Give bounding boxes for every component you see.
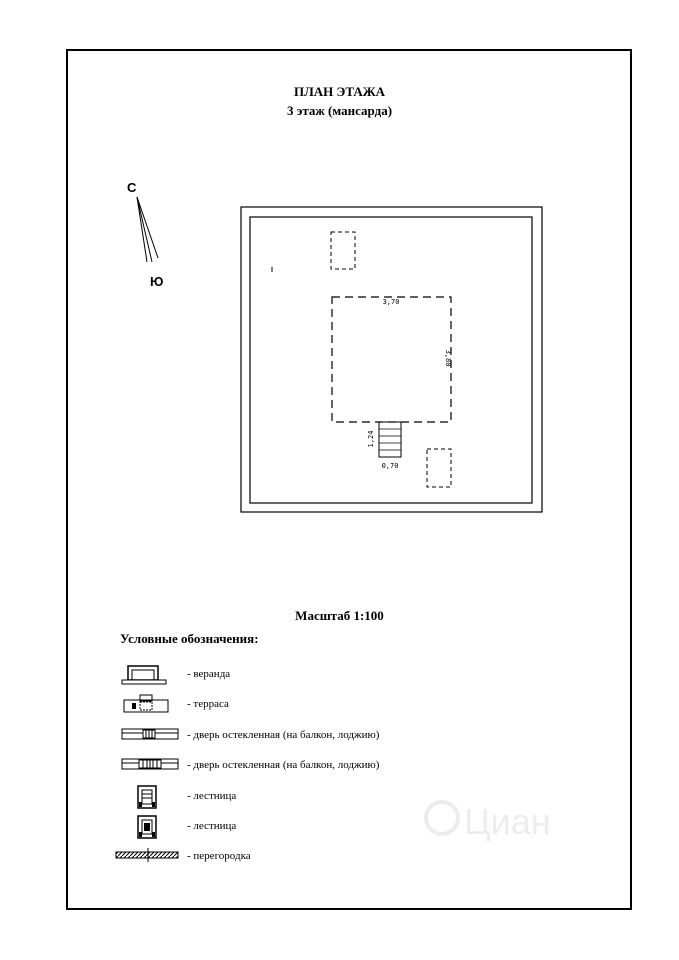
legend-item-glazed-door: [110, 753, 510, 779]
scale-label: Масштаб 1:100: [295, 608, 384, 623]
dim-stair-width: 0,70: [381, 462, 399, 470]
stair-icon: [110, 814, 182, 840]
legend-label: - веранда: [187, 668, 231, 680]
compass-north-label: С: [127, 180, 137, 195]
legend-label: - лестница: [187, 790, 237, 802]
terrace-icon: [110, 692, 182, 718]
dim-stair-length: 1,24: [367, 430, 375, 448]
glazed-door-icon: [110, 723, 182, 749]
legend-label: - лестница: [187, 820, 237, 832]
legend-item-glazed-door: [110, 723, 510, 749]
glazed-door-icon: [110, 753, 182, 779]
page-subtitle: 3 этаж (мансарда): [286, 103, 393, 118]
partition-icon: [110, 844, 182, 870]
legend-item-veranda: [110, 662, 510, 688]
legend-label: - дверь остекленная (на балкон, лоджию): [187, 759, 380, 771]
compass-south-label: Ю: [150, 274, 164, 289]
dim-room-height: 3,80: [444, 349, 452, 367]
legend-title: Условные обозначения:: [120, 631, 259, 646]
page-title: ПЛАН ЭТАЖА: [293, 84, 386, 99]
veranda-icon: [110, 662, 182, 688]
dim-room-width: 3,70: [382, 298, 400, 306]
legend-label: - терраса: [187, 698, 229, 710]
stair-icon: [110, 784, 182, 810]
legend-label: - перегородка: [187, 850, 251, 862]
legend-label: - дверь остекленная (на балкон, лоджию): [187, 729, 380, 741]
watermark-logo: [420, 782, 590, 862]
legend-item-terrace: [110, 692, 510, 718]
watermark-text: Циан: [464, 801, 551, 842]
